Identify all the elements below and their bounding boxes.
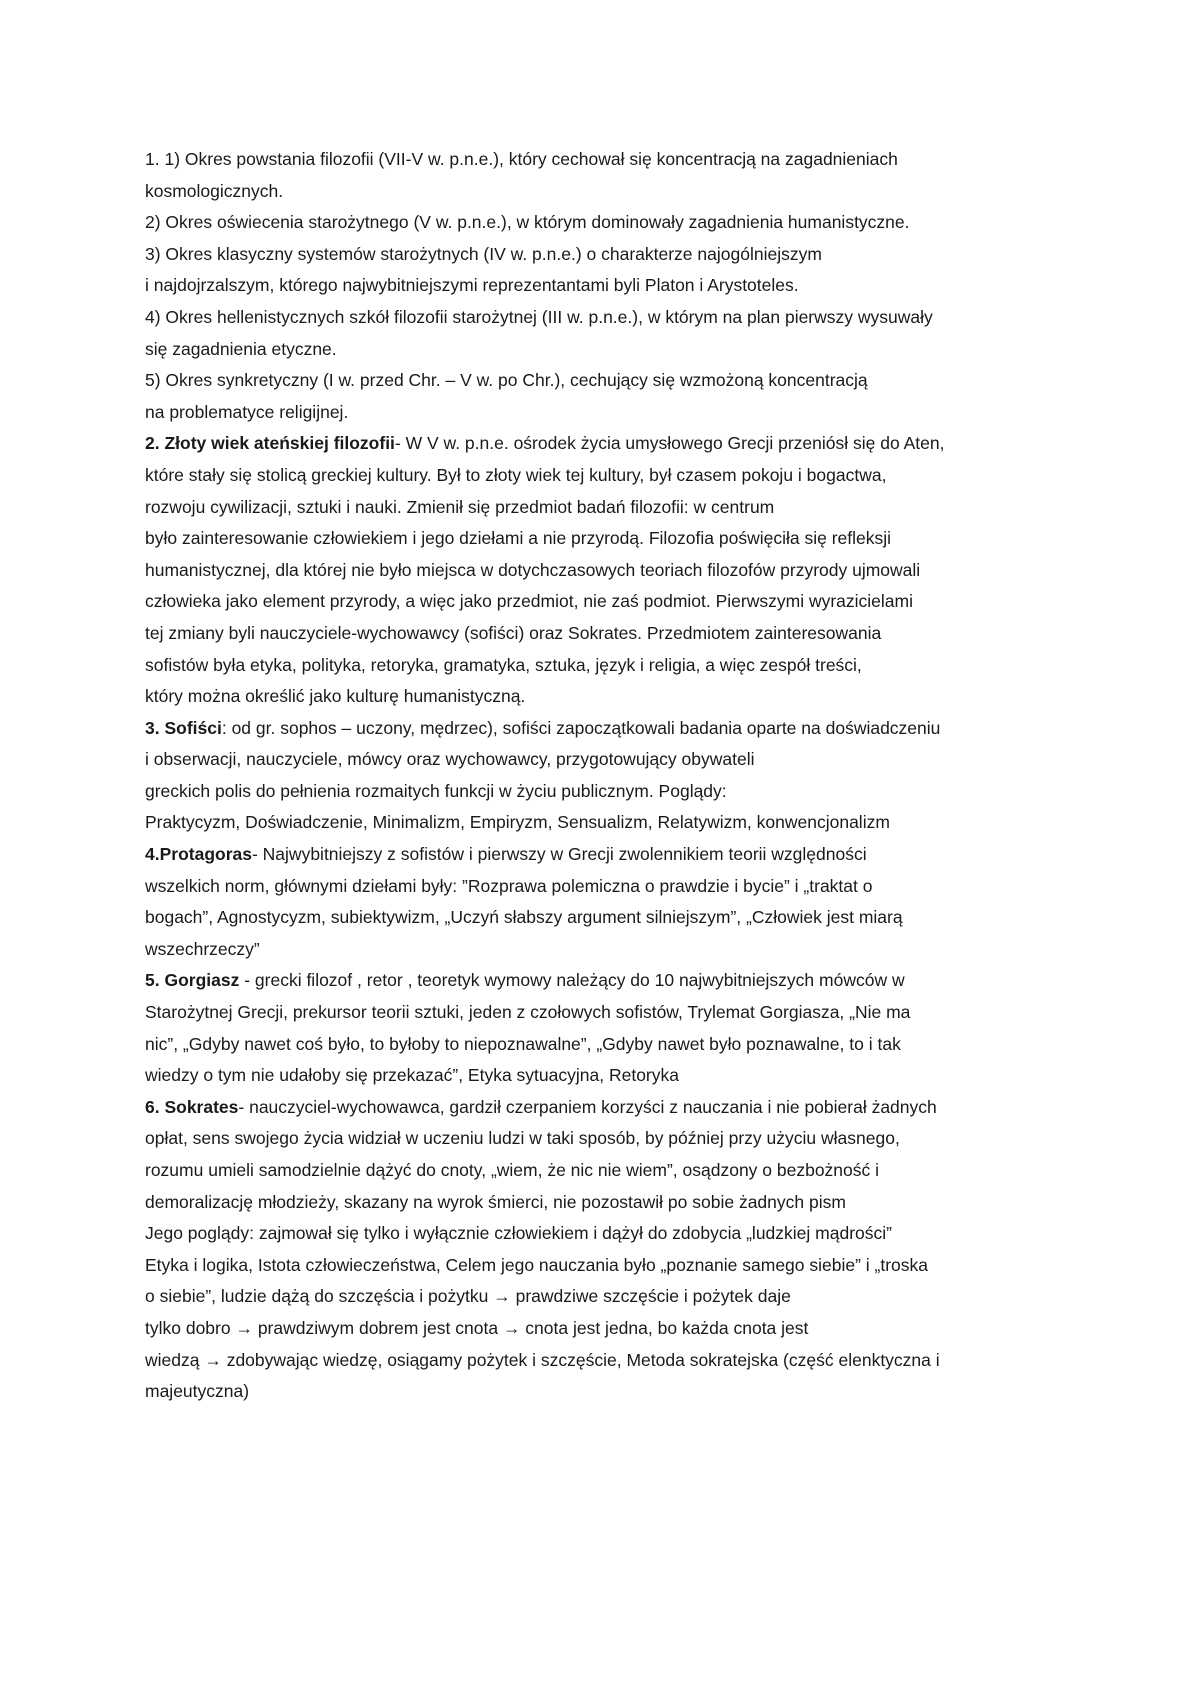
text-segment: i obserwacji, nauczyciele, mówcy oraz wychowawcy, przygotowujący obywateli [145, 749, 755, 770]
text-segment: Jego poglądy: zajmował się tylko i wyłącznie człowiekiem i dążył do zdobycia „ludzkiej mądrości” [145, 1223, 892, 1244]
text-segment: które stały się stolicą greckiej kultury. Był to złoty wiek tej kultury, był czasem pokoju i bogactwa, [145, 464, 887, 485]
text-segment: człowieka jako element przyrody, a więc jako przedmiot, nie zaś podmiot. Pierwszymi wyrazicielami [145, 591, 914, 612]
text-segment: - grecki filozof , retor , teoretyk wymowy należący do 10 najwybitniejszych mówców w [239, 970, 905, 991]
text-segment: tylko dobro → prawdziwym dobrem jest cnota → cnota jest jedna, bo każda cnota jest [145, 1317, 809, 1338]
text-segment: 4) Okres hellenistycznych szkół filozofii starożytnej (III w. p.n.e.), w którym na plan pierwszy wysuwały [145, 306, 933, 327]
text-line [145, 428, 1065, 460]
text-line [145, 586, 1065, 618]
text-segment: opłat, sens swojego życia widział w uczeniu ludzi w taki sposób, by później przy użyciu własnego, [145, 1128, 900, 1149]
text-line [145, 1218, 1065, 1250]
bold-heading-segment: 6. Sokrates [145, 1096, 239, 1117]
text-segment: Etyka i logika, Istota człowieczeństwa, Celem jego nauczania było „poznanie samego siebie” i „troska [145, 1254, 929, 1275]
text-line [145, 1345, 1065, 1377]
text-line [145, 1313, 1065, 1345]
text-line [145, 1029, 1065, 1061]
text-line [145, 365, 1065, 397]
text-segment: humanistycznej, dla której nie było miejsca w dotychczasowych teoriach filozofów przyrody ujmowali [145, 559, 921, 580]
text-segment: kosmologicznych. [145, 180, 284, 201]
text-line [145, 1060, 1065, 1092]
text-segment: 3) Okres klasyczny systemów starożytnych (IV w. p.n.e.) o charakterze najogólniejszym [145, 243, 822, 264]
text-line [145, 460, 1065, 492]
bold-heading-segment: 2. Złoty wiek ateńskiej filozofii [145, 433, 395, 454]
text-line [145, 871, 1065, 903]
text-segment: wszelkich norm, głównymi dziełami były: ”Rozprawa polemiczna o prawdzie i bycie” i „traktat o [145, 875, 873, 896]
text-line [145, 302, 1065, 334]
text-line [145, 807, 1065, 839]
text-line [145, 1376, 1065, 1408]
text-line [145, 1123, 1065, 1155]
text-segment: bogach”, Agnostycyzm, subiektywizm, „Uczyń słabszy argument silniejszym”, „Człowiek jest miarą [145, 907, 903, 928]
text-line [145, 555, 1065, 587]
text-segment: wiedzy o tym nie udałoby się przekazać”, Etyka sytuacyjna, Retoryka [145, 1065, 679, 1086]
text-segment: i najdojrzalszym, którego najwybitniejszymi reprezentantami byli Platon i Arystoteles. [145, 275, 799, 296]
text-line [145, 997, 1065, 1029]
text-segment: 5) Okres synkretyczny (I w. przed Chr. – V w. po Chr.), cechujący się wzmożoną koncentracją [145, 370, 868, 391]
text-segment: sofistów była etyka, polityka, retoryka, gramatyka, sztuka, język i religia, a więc zespół treści, [145, 654, 862, 675]
text-line [145, 1092, 1065, 1124]
text-line [145, 397, 1065, 429]
text-segment: Starożytnej Grecji, prekursor teorii sztuki, jeden z czołowych sofistów, Trylemat Gorgiasza, „Nie ma [145, 1002, 911, 1023]
text-segment: 1. 1) Okres powstania filozofii (VII-V w. p.n.e.), który cechował się koncentracją na zagadnieniach [145, 149, 898, 169]
bold-heading-segment: 5. Gorgiasz [145, 970, 240, 991]
bold-heading-segment: 3. Sofiści [145, 717, 222, 738]
text-segment: który można określić jako kulturę humanistyczną. [145, 686, 526, 707]
bold-heading-segment: 4.Protagoras [145, 844, 252, 865]
text-segment: na problematyce religijnej. [145, 401, 349, 422]
text-line [145, 1281, 1065, 1313]
text-segment: wszechrzeczy” [145, 938, 260, 959]
text-segment: o siebie”, ludzie dążą do szczęścia i pożytku → prawdziwe szczęście i pożytek daje [145, 1286, 791, 1307]
document-body [145, 144, 1065, 1408]
text-line [145, 334, 1065, 366]
text-line [145, 839, 1065, 871]
text-segment: Praktycyzm, Doświadczenie, Minimalizm, Empiryzm, Sensualizm, Relatywizm, konwencjonalizm [145, 812, 890, 833]
text-segment: - W V w. p.n.e. ośrodek życia umysłowego Grecji przeniósł się do Aten, [394, 433, 945, 454]
text-line [145, 713, 1065, 745]
text-line [145, 270, 1065, 302]
text-line [145, 744, 1065, 776]
text-segment: się zagadnienia etyczne. [145, 338, 337, 359]
text-line [145, 965, 1065, 997]
text-segment: - Najwybitniejszy z sofistów i pierwszy w Grecji zwolennikiem teorii względności [251, 844, 867, 865]
text-line [145, 144, 1065, 176]
text-line [145, 681, 1065, 713]
text-line [145, 1187, 1065, 1219]
text-line [145, 618, 1065, 650]
text-line [145, 1250, 1065, 1282]
text-segment: majeutyczna) [145, 1381, 250, 1402]
text-segment: demoralizację młodzieży, skazany na wyrok śmierci, nie pozostawił po sobie żadnych pism [145, 1191, 846, 1212]
text-line [145, 523, 1065, 555]
text-segment: tej zmiany byli nauczyciele-wychowawcy (sofiści) oraz Sokrates. Przedmiotem zainteresowania [145, 622, 882, 643]
text-segment: nic”, „Gdyby nawet coś było, to byłoby to niepoznawalne”, „Gdyby nawet było poznawalne, to i tak [145, 1033, 901, 1054]
text-line [145, 902, 1065, 934]
text-line [145, 650, 1065, 682]
text-line [145, 239, 1065, 271]
text-segment: wiedzą → zdobywając wiedzę, osiągamy pożytek i szczęście, Metoda sokratejska (część elenktyczna i [145, 1349, 940, 1370]
text-line [145, 1155, 1065, 1187]
text-segment: 2) Okres oświecenia starożytnego (V w. p.n.e.), w którym dominowały zagadnienia humanistyczne. [145, 212, 910, 233]
text-line [145, 776, 1065, 808]
text-segment: rozumu umieli samodzielnie dążyć do cnoty, „wiem, że nic nie wiem”, osądzony o bezbożność i [145, 1160, 880, 1180]
text-segment: - nauczyciel-wychowawca, gardził czerpaniem korzyści z nauczania i nie pobierał żadnych [238, 1096, 937, 1117]
text-line [145, 934, 1065, 966]
text-segment: było zainteresowanie człowiekiem i jego dziełami a nie przyrodą. Filozofia poświęciła się refleksji [145, 528, 892, 549]
text-line [145, 492, 1065, 524]
text-line [145, 207, 1065, 239]
text-segment: : od gr. sophos – uczony, mędrzec), sofiści zapoczątkowali badania oparte na doświadczeniu [221, 717, 941, 738]
text-segment: greckich polis do pełnienia rozmaitych funkcji w życiu publicznym. Poglądy: [145, 780, 727, 801]
text-segment: rozwoju cywilizacji, sztuki i nauki. Zmienił się przedmiot badań filozofii: w centrum [145, 496, 775, 517]
text-line [145, 176, 1065, 208]
